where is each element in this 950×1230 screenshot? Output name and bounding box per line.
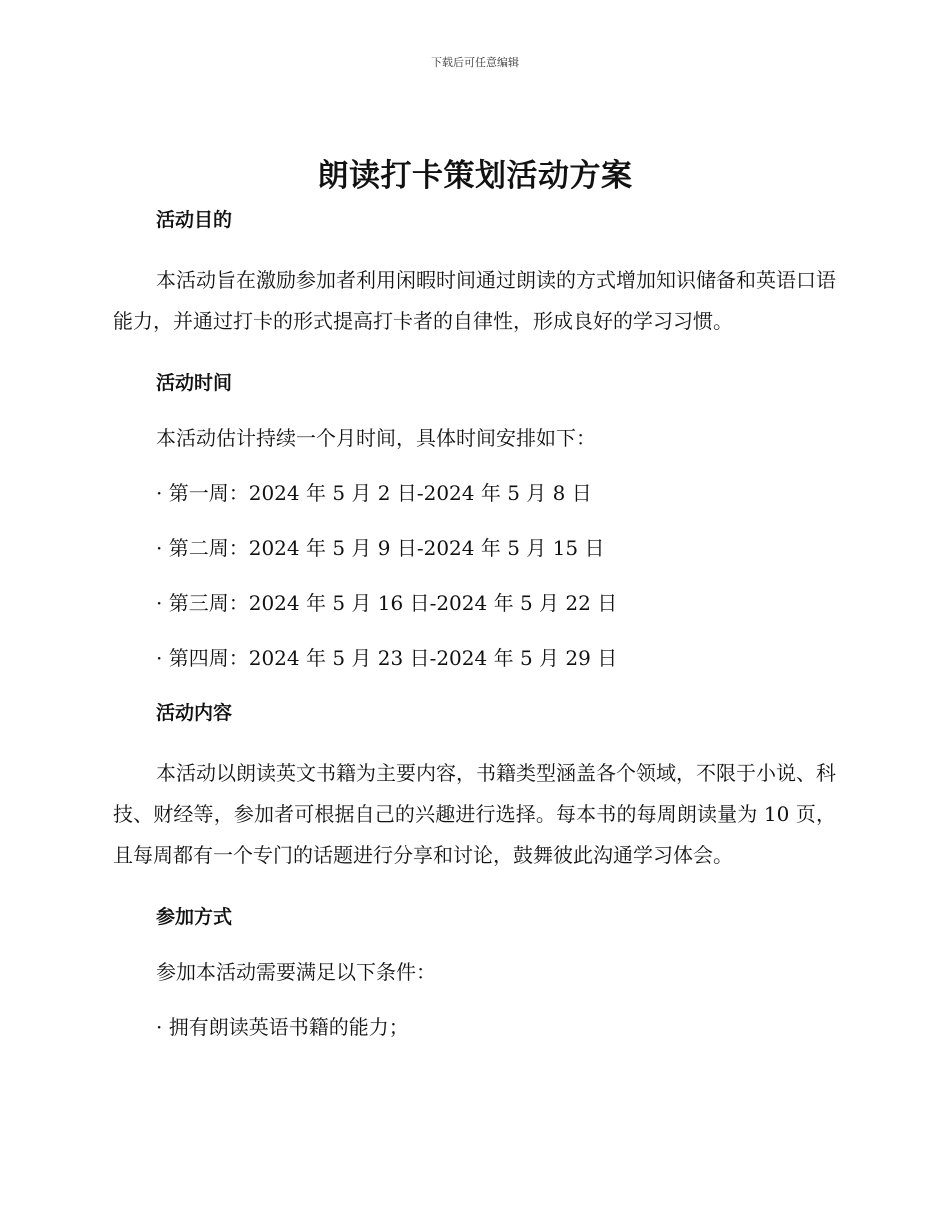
content-paragraph: 本活动以朗读英文书籍为主要内容，书籍类型涵盖各个领域，不限于小说、科技、财经等，参加者可根据自己的兴趣进行选择。每本书的每周朗读量为 10 页，且每周都有一个专门的话题进行分享和讨论，鼓舞彼此沟通学习体会。 bbox=[113, 761, 836, 867]
schedule-item-week-4: · 第四周：2024 年 5 月 23 日-2024 年 5 月 29 日 bbox=[156, 646, 618, 670]
time-intro: 本活动估计持续一个月时间，具体时间安排如下： bbox=[156, 426, 596, 450]
schedule-item-week-1: · 第一周：2024 年 5 月 2 日-2024 年 5 月 8 日 bbox=[156, 481, 592, 505]
requirement-item: · 拥有朗读英语书籍的能力； bbox=[156, 1015, 409, 1039]
header-note: 下载后可任意编辑 bbox=[431, 56, 519, 69]
section-heading-time: 活动时间 bbox=[156, 372, 233, 394]
schedule-item-week-2: · 第二周：2024 年 5 月 9 日-2024 年 5 月 15 日 bbox=[156, 536, 605, 560]
section-heading-purpose: 活动目的 bbox=[156, 209, 233, 231]
document-title: 朗读打卡策划活动方案 bbox=[317, 158, 633, 194]
participation-intro: 参加本活动需要满足以下条件： bbox=[156, 960, 436, 984]
purpose-paragraph: 本活动旨在激励参加者利用闲暇时间通过朗读的方式增加知识储备和英语口语能力，并通过打卡的形式提高打卡者的自律性，形成良好的学习习惯。 bbox=[113, 268, 836, 333]
schedule-item-week-3: · 第三周：2024 年 5 月 16 日-2024 年 5 月 22 日 bbox=[156, 591, 618, 615]
section-heading-participation: 参加方式 bbox=[156, 906, 233, 928]
section-heading-content: 活动内容 bbox=[156, 702, 233, 724]
document-body bbox=[113, 205, 836, 1042]
